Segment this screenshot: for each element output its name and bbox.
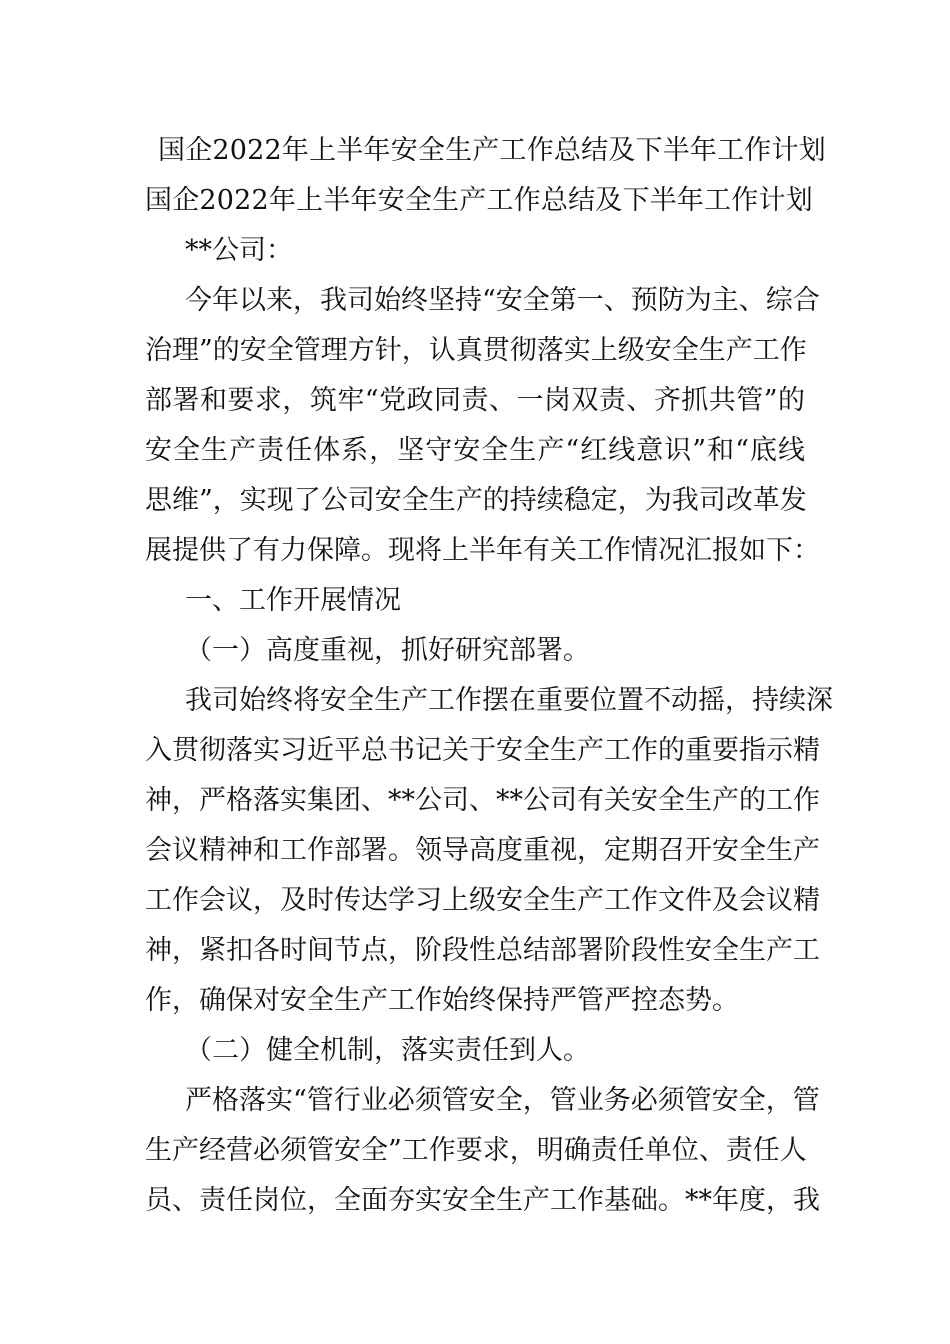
paragraph-1-line: 今年以来，我司始终坚持“安全第一、预防为主、综合 — [185, 285, 820, 316]
paragraph-2-line: 作，确保对安全生产工作始终保持严管严控态势。 — [145, 985, 739, 1016]
paragraph-3-line: 员、责任岗位，全面夯实安全生产工作基础。**年度，我 — [145, 1185, 820, 1216]
paragraph-2-line: 神，严格落实集团、**公司、**公司有关安全生产的工作 — [145, 785, 820, 816]
salutation: **公司： — [185, 235, 293, 266]
paragraph-1-line: 部署和要求，筑牢“党政同责、一岗双责、齐抓共管”的 — [145, 385, 805, 416]
paragraph-1-line: 展提供了有力保障。现将上半年有关工作情况汇报如下： — [145, 535, 820, 566]
document-title-repeat: 国企2022年上半年安全生产工作总结及下半年工作计划 — [145, 185, 813, 216]
paragraph-2-line: 神，紧扣各时间节点，阶段性总结部署阶段性安全生产工 — [145, 935, 820, 966]
document-title: 国企2022年上半年安全生产工作总结及下半年工作计划 — [158, 135, 826, 166]
paragraph-2-line: 我司始终将安全生产工作摆在重要位置不动摇，持续深 — [185, 685, 833, 716]
section-heading: 一、工作开展情况 — [185, 585, 401, 616]
paragraph-1-line: 治理”的安全管理方针，认真贯彻落实上级安全生产工作 — [145, 335, 807, 366]
paragraph-1-line: 安全生产责任体系，坚守安全生产“红线意识”和“底线 — [145, 435, 805, 466]
paragraph-2-line: 入贯彻落实习近平总书记关于安全生产工作的重要指示精 — [145, 735, 820, 766]
subsection-heading: （二）健全机制，落实责任到人。 — [185, 1035, 590, 1066]
paragraph-3-line: 严格落实“管行业必须管安全，管业务必须管安全，管 — [185, 1085, 820, 1116]
paragraph-2-line: 会议精神和工作部署。领导高度重视，定期召开安全生产 — [145, 835, 820, 866]
paragraph-1-line: 思维”，实现了公司安全生产的持续稳定，为我司改革发 — [145, 485, 807, 516]
subsection-heading: （一）高度重视，抓好研究部署。 — [185, 635, 590, 666]
paragraph-2-line: 工作会议，及时传达学习上级安全生产工作文件及会议精 — [145, 885, 820, 916]
paragraph-3-line: 生产经营必须管安全”工作要求，明确责任单位、责任人 — [145, 1135, 807, 1166]
